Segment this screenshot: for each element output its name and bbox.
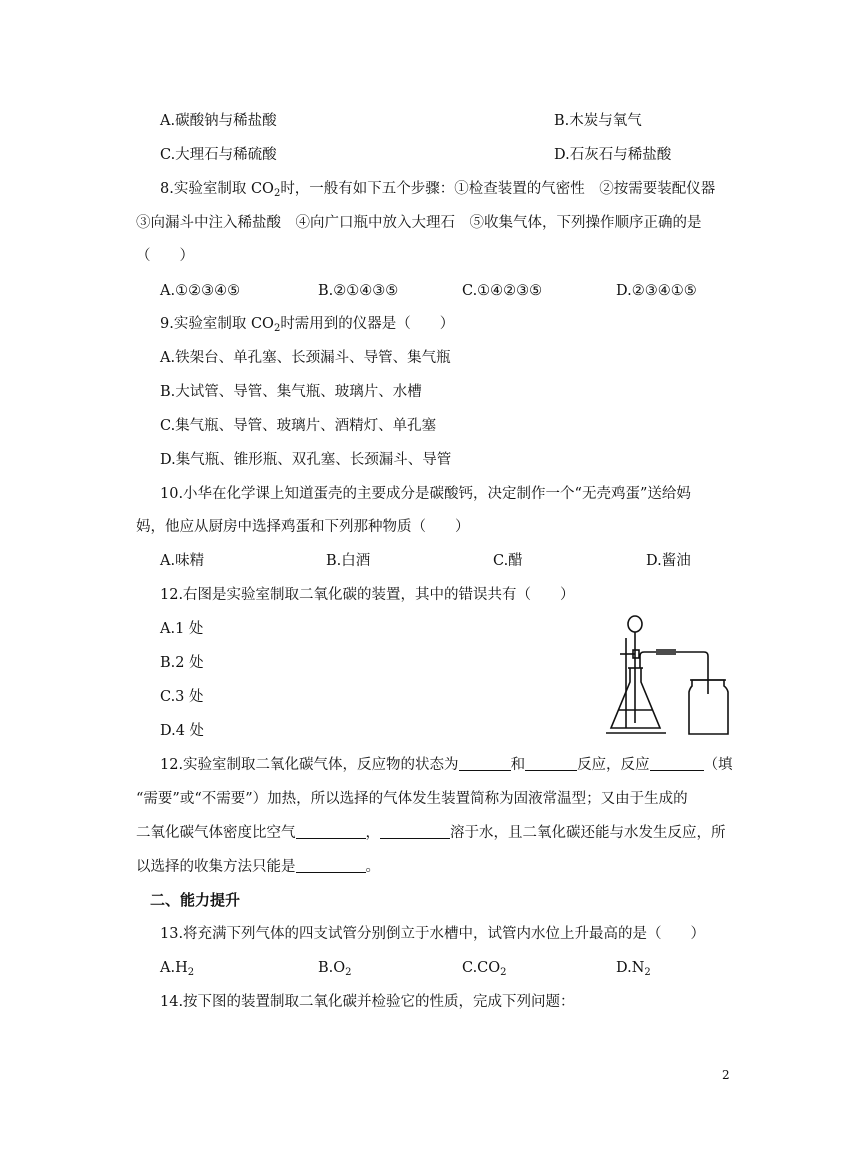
q12b-line3: 二氧化碳气体密度比空气 ， 溶于水，且二氧化碳还能与水发生反应，所 <box>136 825 726 841</box>
q12a-option-a: A.1 处 <box>160 621 204 637</box>
q12a-option-d: D.4 处 <box>160 723 205 739</box>
answer-blank[interactable] <box>525 755 577 771</box>
q12b-line1: 12.实验室制取二氧化碳气体，反应物的状态为 和 反应，反应 （填 <box>160 757 733 773</box>
q13-option-d: $D.N_2$ <box>616 960 651 978</box>
q8-option-b: B.②①④③⑤ <box>318 283 399 299</box>
answer-blank[interactable] <box>296 857 366 873</box>
answer-blank[interactable] <box>380 823 450 839</box>
q8-stem-line2: ③向漏斗中注入稀盐酸 ④向广口瓶中放入大理石 ⑤收集气体，下列操作顺序正确的是 <box>136 215 702 231</box>
q10-option-b: B.白酒 <box>326 553 371 569</box>
q12a-option-c: C.3 处 <box>160 689 204 705</box>
q13-option-a: $A.H_2$ <box>160 960 195 978</box>
q13-option-c: $C.CO_2$ <box>462 960 507 978</box>
answer-blank[interactable] <box>296 823 366 839</box>
q9-option-b: B.大试管、导管、集气瓶、玻璃片、水槽 <box>160 384 422 400</box>
q10-stem-line2: 妈，他应从厨房中选择鸡蛋和下列那种物质（ ） <box>136 519 470 535</box>
q12a-option-b: B.2 处 <box>160 655 204 671</box>
q9-option-d: D.集气瓶、锥形瓶、双孔塞、长颈漏斗、导管 <box>160 452 452 468</box>
section-heading: 二、能力提升 <box>150 891 241 909</box>
q7-option-b: B.木炭与氧气 <box>554 113 642 129</box>
q8-stem-line1: 8.实验室制取 $CO_2$时，一般有如下五个步骤：①检查装置的气密性 ②按需要装配仪器 <box>160 181 716 199</box>
q10-stem-line1: 10.小华在化学课上知道蛋壳的主要成分是碳酸钙，决定制作一个“无壳鸡蛋”送给妈 <box>160 486 691 502</box>
q10-option-d: D.酱油 <box>646 553 691 569</box>
q8-option-a: A.①②③④⑤ <box>160 283 241 299</box>
q8-option-c: C.①④②③⑤ <box>462 283 543 299</box>
delivery-tube <box>640 652 708 694</box>
q7-option-d: D.石灰石与稀盐酸 <box>554 147 672 163</box>
q13-stem: 13.将充满下列气体的四支试管分别倒立于水槽中，试管内水位上升最高的是（ ） <box>160 926 706 942</box>
q12a-stem: 12.右图是实验室制取二氧化碳的装置，其中的错误共有（ ） <box>160 587 575 603</box>
q10-option-c: C.醋 <box>493 553 523 569</box>
q8-stem-line3: （ ） <box>136 248 194 264</box>
page-number: 2 <box>722 1068 730 1082</box>
funnel-bulb <box>628 616 642 632</box>
q7-option-a: A.碳酸钠与稀盐酸 <box>160 113 277 129</box>
q13-option-b: $B.O_2$ <box>318 960 352 978</box>
q9-option-a: A.铁架台、单孔塞、长颈漏斗、导管、集气瓶 <box>160 350 451 366</box>
q12b-line4: 以选择的收集方法只能是 。 <box>136 859 380 875</box>
q12b-line2: “需要”或“不需要”）加热，所以选择的气体发生装置简称为固液常温型；又由于生成的 <box>136 791 688 807</box>
q10-option-a: A.味精 <box>160 553 205 569</box>
answer-blank[interactable] <box>459 755 511 771</box>
co2-apparatus-figure <box>606 610 736 740</box>
answer-blank[interactable] <box>650 755 704 771</box>
q8-option-d: D.②③④①⑤ <box>616 283 697 299</box>
q9-option-c: C.集气瓶、导管、玻璃片、酒精灯、单孔塞 <box>160 418 437 434</box>
q7-option-c: C.大理石与稀硫酸 <box>160 147 277 163</box>
q14-stem: 14.按下图的装置制取二氧化碳并检验它的性质，完成下列问题： <box>160 994 575 1010</box>
q9-stem: 9.实验室制取 $CO_2$时需用到的仪器是（ ） <box>160 316 455 334</box>
